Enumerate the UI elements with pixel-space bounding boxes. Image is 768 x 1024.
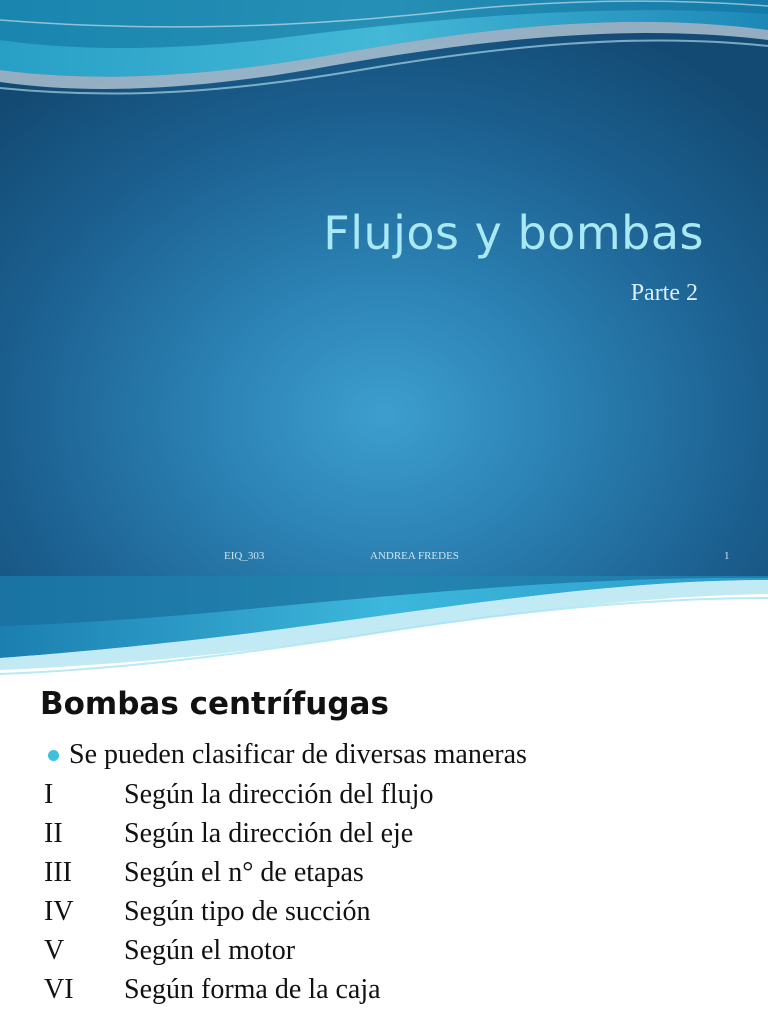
list-item-number: VI	[44, 974, 74, 1005]
list-item	[44, 818, 413, 850]
list-item-number: II	[44, 818, 63, 849]
list-item	[44, 896, 371, 928]
list-item-text: Según la dirección del eje	[124, 818, 414, 849]
wave-decoration-top	[0, 576, 768, 686]
footer-page-number: 1	[724, 550, 730, 562]
list-item	[44, 935, 295, 967]
list-item	[44, 779, 433, 811]
list-item	[44, 857, 364, 889]
slide-heading: Bombas centrífugas	[40, 686, 389, 722]
list-item-number: IV	[44, 896, 74, 927]
list-item-number: I	[44, 779, 54, 810]
slide-subtitle: Parte 2	[630, 280, 698, 306]
content-slide	[0, 576, 768, 1024]
list-item	[44, 974, 381, 1006]
bullet-text: Se pueden clasificar de diversas maneras	[69, 739, 527, 770]
list-item-text: Según forma de la caja	[124, 974, 381, 1005]
bullet-item	[48, 739, 527, 771]
list-item-text: Según la dirección del flujo	[124, 779, 434, 810]
list-item-text: Según tipo de succión	[124, 896, 371, 927]
list-item-number: V	[44, 935, 65, 966]
list-item-number: III	[44, 857, 72, 888]
list-item-text: Según el motor	[124, 935, 296, 966]
footer-course-code: EIQ_303	[224, 550, 265, 562]
footer-author: ANDREA FREDES	[370, 550, 459, 562]
list-item-text: Según el n° de etapas	[124, 857, 364, 888]
slide-title: Flujos y bombas	[323, 206, 704, 260]
bullet-dot-icon	[48, 750, 59, 761]
